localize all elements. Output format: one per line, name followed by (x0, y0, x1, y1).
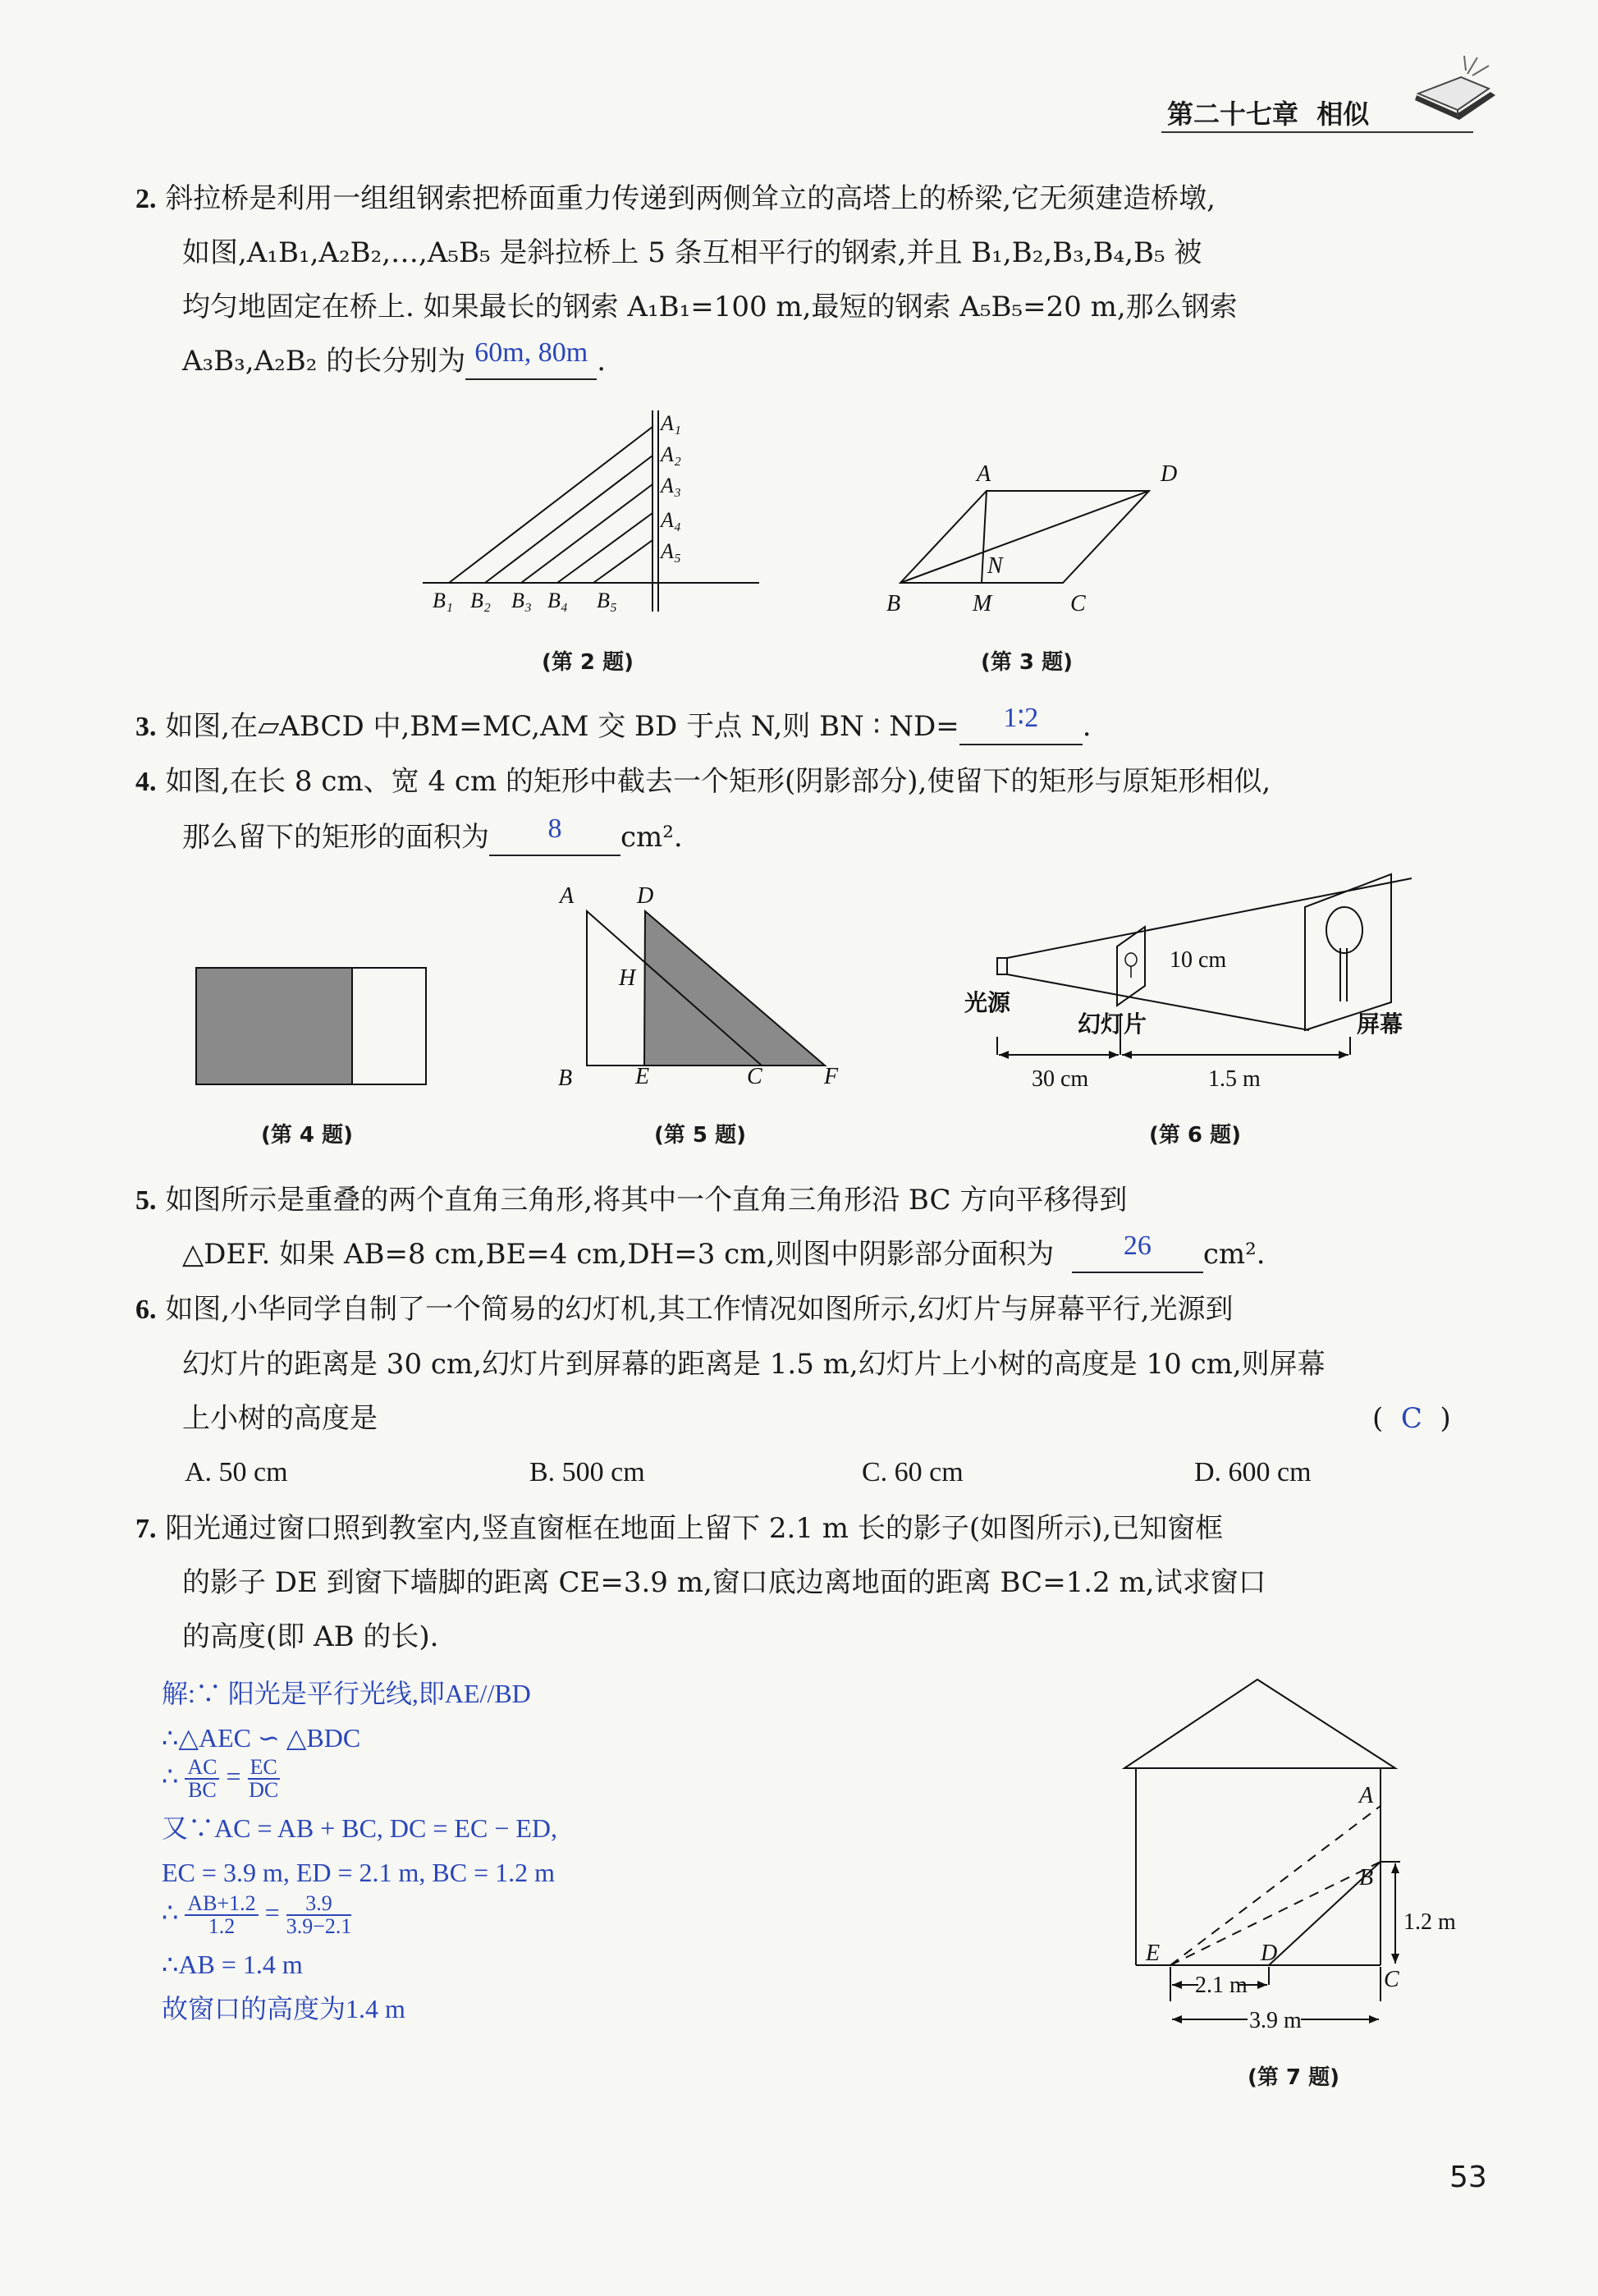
label-b3: B₃ (511, 589, 532, 612)
label-e: E (1146, 1941, 1161, 1966)
q3-end: . (1082, 710, 1092, 743)
solution-line2: ∴△AEC ∽ △BDC (162, 1723, 361, 1753)
frac-ab (185, 1893, 258, 1937)
q5-line2 (182, 1230, 1266, 1273)
q6-paren-open: ( (1372, 1402, 1384, 1435)
q7-line1 (135, 1512, 1223, 1547)
q4-answer-blank[interactable] (489, 813, 620, 856)
q6-choice-a[interactable]: A. 50 cm (185, 1457, 288, 1487)
label-light: 光源 (964, 991, 1011, 1016)
q5-number: 5. (135, 1185, 157, 1216)
label-d: D (637, 883, 654, 909)
frac-den: BC (188, 1778, 217, 1802)
q4-line2 (182, 813, 683, 856)
q5-text1: 如图所示是重叠的两个直角三角形,将其中一个直角三角形沿 BC 方向平移得到 (165, 1184, 1128, 1217)
chapter-label: 第二十七章 (1167, 99, 1299, 130)
label-a4: A₄ (661, 508, 681, 532)
label-b5: B₅ (597, 589, 617, 612)
label-a3: A₃ (661, 474, 681, 497)
q2-answer-blank[interactable] (465, 337, 597, 380)
label-b2: B₂ (470, 589, 491, 612)
q6-line3: 上小树的高度是 (182, 1402, 378, 1435)
solution-line1: 解:∵ 阳光是平行光线,即AE//BD (162, 1679, 531, 1708)
frac-den: DC (249, 1778, 279, 1802)
label-d2: 1.5 m (1208, 1066, 1261, 1092)
label-a: A (1359, 1783, 1374, 1808)
label-h: H (619, 965, 636, 991)
frac-num: 3.9 (286, 1893, 352, 1916)
q2-line3: 均匀地固定在桥上. 如果最长的钢索 A₁B₁=100 m,最短的钢索 A₅B₅=20 m,那么钢索 (182, 291, 1238, 323)
figure-2 (414, 402, 776, 640)
label-slide: 幻灯片 (1078, 1012, 1147, 1038)
q5-answer: 26 (1123, 1230, 1152, 1261)
frac-den: 1.2 (208, 1914, 236, 1938)
solution-line7: ∴AB = 1.4 m (162, 1950, 303, 1979)
q2-end: . (597, 345, 607, 378)
label-slide-height: 10 cm (1170, 947, 1227, 973)
label-distance: 3.9 m (1249, 2008, 1302, 2033)
q2-line1 (135, 182, 1216, 217)
label-n: N (987, 553, 1003, 579)
solution-line6 (162, 1893, 351, 1937)
topic-label: 相似 (1316, 99, 1370, 130)
q6-answer-box[interactable] (1372, 1402, 1451, 1436)
label-b4: B₄ (547, 589, 568, 612)
q2-line4 (182, 337, 607, 380)
q6-line1 (135, 1293, 1234, 1327)
figure-4 (193, 965, 431, 1088)
q4-unit: cm². (620, 821, 683, 854)
q5-text2: △DEF. 如果 AB=8 cm,BE=4 cm,DH=3 cm,则图中阴影部分面积为 (182, 1238, 1055, 1271)
q2-number: 2. (135, 184, 157, 214)
figure-5-caption: (第 5 题) (654, 1123, 746, 1148)
label-d: D (1161, 461, 1178, 487)
solution-line4: 又∵AC = AB + BC, DC = EC − ED, (162, 1813, 558, 1843)
s3-eq: = (226, 1761, 241, 1791)
q5-line1 (135, 1184, 1127, 1218)
label-a1: A₁ (661, 411, 681, 435)
q3-answer-blank[interactable] (959, 703, 1083, 745)
figure-5 (550, 870, 854, 1100)
label-screen: 屏幕 (1357, 1012, 1403, 1038)
frac-num: AC (185, 1757, 219, 1780)
frac-39 (286, 1893, 352, 1937)
q3-text: 如图,在▱ABCD 中,BM=MC,AM 交 BD 于点 N,则 BN ∶ ND= (165, 710, 959, 743)
figure-3-caption: (第 3 题) (981, 650, 1073, 675)
solution-line3 (162, 1757, 280, 1801)
label-b: B (558, 1066, 573, 1091)
tree-icon (1326, 907, 1362, 1001)
q7-line2: 的影子 DE 到窗下墙脚的距离 CE=3.9 m,窗口底边离地面的距离 BC=1.2 m,试求窗口 (182, 1566, 1266, 1599)
solution-line8: 故窗口的高度为1.4 m (162, 1994, 405, 2023)
figure-7 (1116, 1675, 1477, 2036)
figure-7-caption: (第 7 题) (1248, 2065, 1339, 2090)
label-d: D (1261, 1941, 1278, 1966)
q6-answer: C (1400, 1402, 1422, 1435)
label-f: F (824, 1064, 839, 1089)
frac-num: EC (248, 1757, 280, 1780)
figure-2-caption: (第 2 题) (542, 650, 634, 675)
label-height: 1.2 m (1403, 1909, 1456, 1935)
label-a2: A₂ (661, 442, 681, 466)
label-a: A (977, 461, 991, 487)
q2-answer: 60m, 80m (474, 337, 588, 368)
label-b: B (1359, 1865, 1374, 1890)
q2-text4: A₃B₃,A₂B₂ 的长分别为 (182, 345, 466, 378)
label-b1: B₁ (433, 589, 453, 612)
label-b: B (886, 591, 901, 616)
label-c: C (1070, 591, 1086, 616)
frac-den: 3.9−2.1 (286, 1914, 352, 1938)
q6-number: 6. (135, 1295, 157, 1325)
q2-text1: 斜拉桥是利用一组组钢索把桥面重力传递到两侧耸立的高塔上的桥梁,它无须建造桥墩, (165, 182, 1216, 215)
book-icon (1410, 49, 1500, 131)
q6-choice-c[interactable]: C. 60 cm (862, 1457, 964, 1487)
label-c: C (747, 1064, 762, 1089)
q5-unit: cm². (1202, 1238, 1266, 1271)
q5-answer-blank[interactable] (1072, 1230, 1203, 1273)
page-number: 53 (1449, 2161, 1487, 2194)
frac-ec-dc (248, 1757, 280, 1801)
q2-line2: 如图,A₁B₁,A₂B₂,…,A₅B₅ 是斜拉桥上 5 条互相平行的钢索,并且 B₁,B₂,B₃,B₄,B₅ 被 (182, 236, 1202, 269)
q6-paren-close: ) (1440, 1402, 1451, 1435)
q6-line2: 幻灯片的距离是 30 cm,幻灯片到屏幕的距离是 1.5 m,幻灯片上小树的高度是 10 cm,则屏幕 (182, 1348, 1326, 1381)
q4-answer: 8 (547, 813, 562, 844)
s3-prefix: ∴ (162, 1761, 179, 1791)
q6-text1: 如图,小华同学自制了一个简易的幻灯机,其工作情况如图所示,幻灯片与屏幕平行,光源到 (165, 1293, 1234, 1326)
q7-line3: 的高度(即 AB 的长). (182, 1620, 439, 1653)
s6-eq: = (264, 1897, 280, 1927)
q3-number: 3. (135, 712, 157, 742)
q3-line (135, 703, 1092, 745)
solution-line5: EC = 3.9 m, ED = 2.1 m, BC = 1.2 m (162, 1858, 556, 1887)
q7-number: 7. (135, 1514, 157, 1544)
label-m: M (973, 591, 992, 616)
figure-3 (878, 451, 1198, 624)
label-shadow: 2.1 m (1195, 1973, 1248, 1998)
frac-num: AB+1.2 (185, 1893, 258, 1916)
q4-line1 (135, 765, 1271, 800)
label-a: A (560, 883, 575, 909)
label-a5: A₅ (661, 539, 681, 563)
frac-ac-bc (185, 1757, 219, 1801)
figure-6-caption: (第 6 题) (1149, 1123, 1241, 1148)
label-d1: 30 cm (1032, 1066, 1089, 1092)
label-c: C (1384, 1967, 1399, 1992)
q4-number: 4. (135, 767, 157, 797)
s6-prefix: ∴ (162, 1897, 179, 1927)
chapter-title (1167, 94, 1369, 131)
header-rule (1161, 131, 1473, 133)
q3-answer: 1∶2 (1003, 703, 1039, 733)
q6-choice-d[interactable]: D. 600 cm (1194, 1457, 1312, 1487)
figure-6 (964, 858, 1424, 1096)
figure-4-caption: (第 4 题) (261, 1123, 353, 1148)
q4-text2: 那么留下的矩形的面积为 (182, 821, 489, 854)
label-e: E (635, 1064, 650, 1089)
q4-text1: 如图,在长 8 cm、宽 4 cm 的矩形中截去一个矩形(阴影部分),使留下的矩形与原矩形相似, (165, 765, 1271, 798)
q6-choice-b[interactable]: B. 500 cm (529, 1457, 645, 1487)
q7-text1: 阳光通过窗口照到教室内,竖直窗框在地面上留下 2.1 m 长的影子(如图所示),已知窗框 (165, 1512, 1224, 1545)
